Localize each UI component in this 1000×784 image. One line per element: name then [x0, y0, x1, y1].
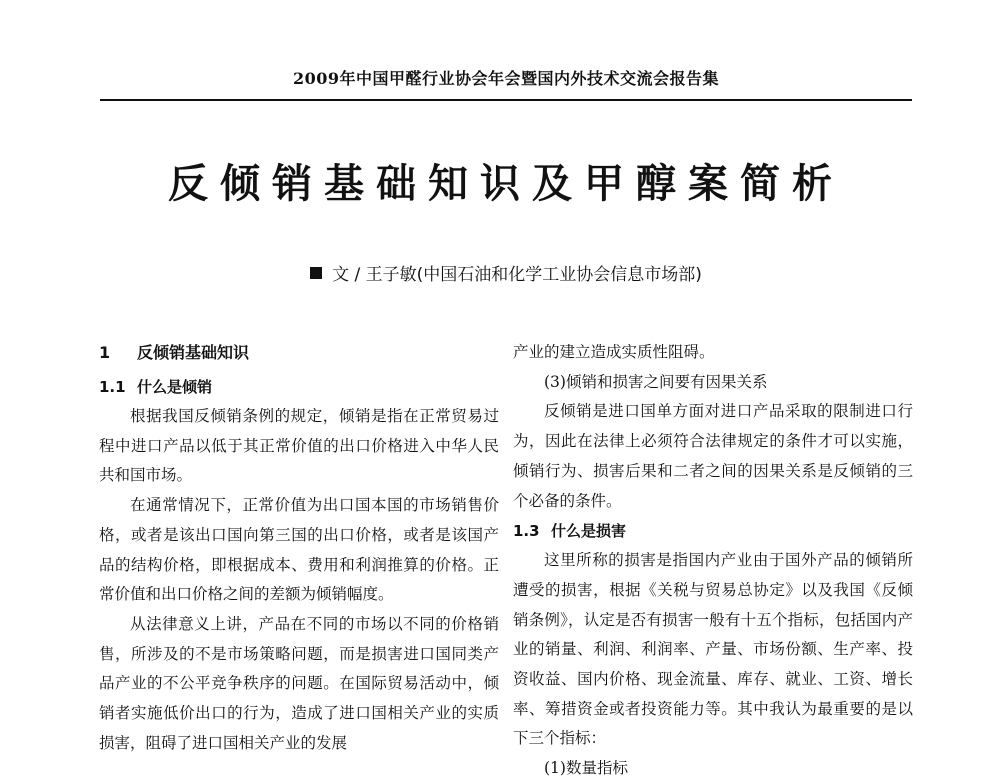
subsection-title: 什么是损害 [551, 522, 627, 541]
section-heading [99, 336, 499, 370]
subsection-heading [99, 372, 499, 402]
paragraph: 在通常情况下，正常价值为出口国本国的市场销售价格，或者是该出口国向第三国的出口价格，或者是该国产品的结构价格，即根据成本、费用和利润推算的价格。正常价值和出口价格之间的差额为倾销幅度。 [99, 496, 499, 604]
byline-text: 文 / 王子敏(中国石油和化学工业协会信息市场部) [332, 265, 702, 285]
right-column [513, 338, 913, 784]
subsection-number: 1.1 [99, 378, 126, 396]
list-item: (3)倾销和损害之间要有因果关系 [544, 372, 768, 391]
square-bullet-icon [310, 267, 322, 279]
paragraph: 这里所称的损害是指国内产业由于国外产品的倾销所遭受的损害，根据《关税与贸易总协定》以及我国《反倾销条例》，认定是否有损害一般有十五个指标，包括国内产业的销量、利润、利润率、产量、市场份额、生产率、投资收益、国内价格、现金流量、库存、就业、工资、增长率、筹措资金或者投资能力等。其中我认为最重要的是以下三个指标： [513, 551, 913, 748]
header-rule [100, 99, 912, 101]
byline [100, 260, 912, 285]
subsection-number: 1.3 [513, 522, 540, 541]
paragraph: 产业的建立造成实质性阻碍。 [513, 343, 715, 361]
left-column [99, 336, 499, 758]
paragraph: 从法律意义上讲，产品在不同的市场以不同的价格销售，所涉及的不是市场策略问题，而是损害进口国同类产品产业的不公平竞争秩序的问题。在国际贸易活动中，倾销者实施低价出口的行为，造成了进口国相关产业的实质损害，阻碍了进口国相关产业的发展 [99, 614, 499, 752]
section-number: 1 [99, 343, 111, 362]
running-header: 2009年中国甲醛行业协会年会暨国内外技术交流会报告集 [292, 69, 720, 88]
subsection-heading [513, 516, 913, 546]
list-item: (1)数量指标 [544, 759, 628, 778]
paragraph: 根据我国反倾销条例的规定，倾销是指在正常贸易过程中进口产品以低于其正常价值的出口价格进入中华人民共和国市场。 [99, 407, 499, 485]
subsection-title: 什么是倾销 [137, 378, 213, 396]
section-title: 反倾销基础知识 [137, 343, 250, 362]
paper-title: 反倾销基础知识及甲醇案简析 [168, 160, 844, 207]
paragraph: 反倾销是进口国单方面对进口产品采取的限制进口行为，因此在法律上必须符合法律规定的条件才可以实施，倾销行为、损害后果和二者之间的因果关系是反倾销的三个必备的条件。 [513, 402, 913, 510]
